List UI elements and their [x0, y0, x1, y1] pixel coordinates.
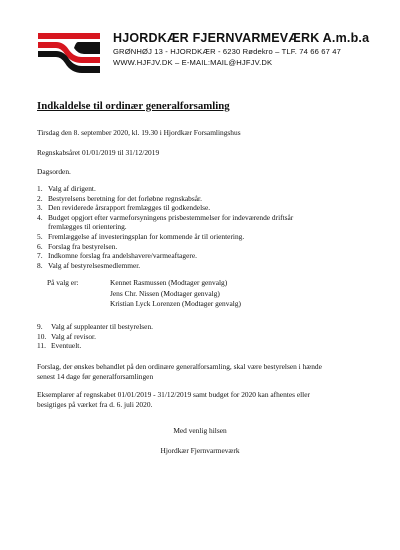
item-text: Indkomne forslag fra andelshavere/varmeaftagere. [48, 251, 197, 261]
logo-top-bar [38, 33, 100, 39]
candidate: Kennet Rasmussen (Modtager genvalg) [110, 278, 228, 287]
list-item [37, 222, 293, 232]
list-item [37, 213, 293, 223]
list-item [37, 332, 153, 342]
item-text: Valg af bestyrelsesmedlemmer. [48, 260, 141, 270]
list-item [37, 322, 153, 332]
item-text: Valg af dirigent. [48, 184, 96, 193]
agenda-heading: Dagsorden. [37, 167, 71, 176]
item-text: Fremlæggelse af investeringsplan for kommende år til orientering. [48, 231, 245, 241]
item-text: fremlægges til orientering. [48, 222, 127, 232]
company-address: GRØNHØJ 13 - HJORDKÆR - 6230 Rødekro – TLF. 74 66 67 47 [113, 47, 341, 56]
list-item [37, 251, 293, 261]
item-number: 3. [37, 203, 43, 213]
note-line: besigtiges på værket fra d. 6. juli 2020. [37, 399, 153, 409]
copies-note [37, 390, 377, 409]
list-item [37, 184, 293, 194]
item-number: 10. [37, 331, 47, 341]
item-number: 11. [37, 341, 46, 351]
list-item [37, 341, 153, 351]
item-text: Forslag fra bestyrelsen. [48, 241, 118, 251]
fiscal-year: Regnskabsåret 01/01/2019 til 31/12/2019 [37, 148, 160, 157]
item-number: 5. [37, 231, 43, 241]
note-line: Forslag, der ønskes behandlet på den ordinære generalforsamling, skal være bestyrelsen i hænde [37, 362, 322, 371]
meeting-info: Tirsdag den 8. september 2020, kl. 19.30 i Hjordkær Forsamlingshus [37, 128, 241, 137]
elections-label: På valg er: [47, 278, 79, 287]
item-number: 6. [37, 241, 43, 251]
item-text: Eventuelt. [51, 341, 82, 351]
note-line: Eksemplarer af regnskabet 01/01/2019 - 31/12/2019 samt budget for 2020 kan afhentes eller [37, 390, 310, 399]
note-line: senest 14 dage før generalforsamlingen [37, 371, 154, 381]
agenda-list [37, 184, 293, 270]
item-text: Den reviderede årsrapport fremlægges til godkendelse. [48, 203, 211, 213]
company-web-email: WWW.HJFJV.DK – E-MAIL:MAIL@HJFJV.DK [113, 58, 273, 67]
proposal-note [37, 362, 377, 381]
list-item [37, 261, 293, 271]
candidate: Jens Chr. Nissen (Modtager genvalg) [110, 288, 220, 298]
signature: Hjordkær Fjernvarmeværk [160, 446, 240, 455]
item-number: 2. [37, 193, 43, 203]
item-text: Bestyrelsens beretning for det forløbne regnskabsår. [48, 193, 202, 203]
item-text: Valg af suppleanter til bestyrelsen. [51, 322, 153, 331]
item-text: Budget opgjort efter varmeforsyningens prisbestemmelser for indeværende driftsår [48, 212, 294, 222]
list-item [37, 194, 293, 204]
logo-black-upper [74, 42, 100, 54]
company-header [113, 30, 369, 68]
agenda-list-continued [37, 322, 153, 351]
item-number: 4. [37, 212, 43, 222]
candidate: Kristian Lyck Lorenzen (Modtager genvalg) [110, 299, 241, 308]
list-item [37, 242, 293, 252]
item-number: 1. [37, 184, 43, 193]
list-item [37, 203, 293, 213]
list-item [37, 232, 293, 242]
item-number: 7. [37, 251, 43, 261]
document-title: Indkaldelse til ordinær generalforsamling [37, 100, 230, 112]
item-number: 9. [37, 322, 43, 331]
company-logo-icon [38, 33, 100, 73]
item-text: Valg af revisor. [51, 331, 96, 341]
closing-greeting: Med venlig hilsen [173, 426, 227, 435]
candidate-list [110, 278, 241, 310]
company-name: HJORDKÆR FJERNVARMEVÆRK A.m.b.a [113, 31, 370, 45]
item-number: 8. [37, 260, 43, 270]
